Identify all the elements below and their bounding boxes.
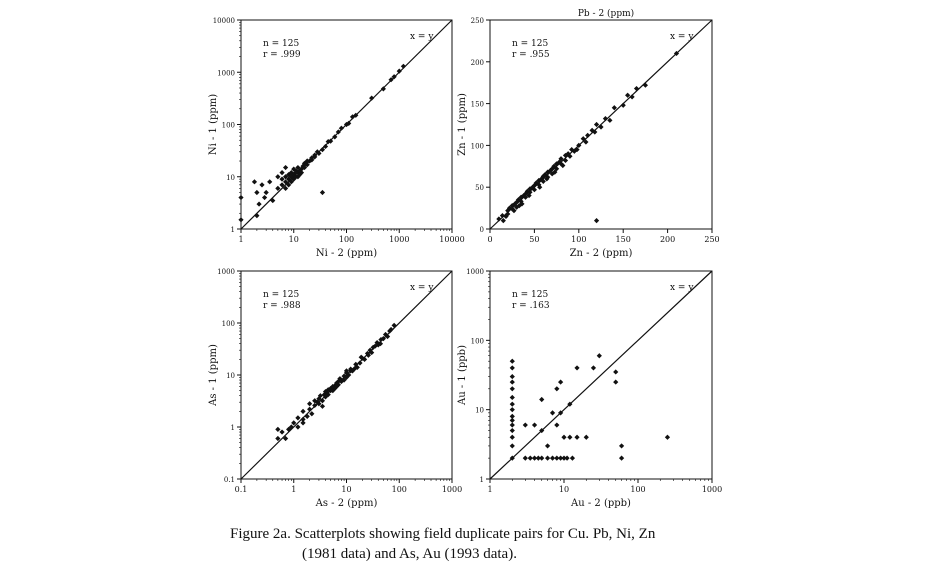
stat-text: r = .999 xyxy=(263,50,301,60)
stat-text: r = .163 xyxy=(512,301,550,311)
scatter-panel-zn xyxy=(457,8,720,259)
data-point xyxy=(295,415,300,420)
y-tick-label: 0.1 xyxy=(223,476,235,484)
data-point xyxy=(262,195,267,200)
data-point xyxy=(561,435,566,440)
data-point xyxy=(279,170,284,175)
data-point xyxy=(598,124,603,129)
y-axis-label: Au - 1 (ppb) xyxy=(457,345,468,405)
y-tick-label: 0 xyxy=(479,226,484,234)
stat-text: n = 125 xyxy=(263,290,300,300)
caption-line-1: Figure 2a. Scatterplots showing field duplicate pairs for Cu. Pb, Ni, Zn xyxy=(230,526,656,542)
x-tick-label: 200 xyxy=(659,235,676,244)
y-tick-label: 1000 xyxy=(217,268,235,276)
x-tick-label: 150 xyxy=(615,235,631,244)
data-point xyxy=(613,369,618,374)
data-point xyxy=(320,190,325,195)
data-point xyxy=(567,435,572,440)
data-point xyxy=(591,365,596,370)
y-tick-label: 1000 xyxy=(466,268,484,276)
data-point xyxy=(550,410,555,415)
y-tick-label: 150 xyxy=(470,100,484,109)
x-axis-label: As - 2 (ppm) xyxy=(315,498,378,509)
stat-text: r = .988 xyxy=(263,301,301,311)
y-tick-label: 100 xyxy=(470,142,484,151)
y-tick-label: 1 xyxy=(479,476,484,484)
figure-caption xyxy=(230,524,750,564)
x-tick-label: 250 xyxy=(704,235,720,244)
data-point xyxy=(369,96,374,101)
data-point xyxy=(275,174,280,179)
identity-label: x = y xyxy=(670,32,694,42)
scatter-panel-ni xyxy=(208,17,465,259)
data-point xyxy=(283,165,288,170)
data-point xyxy=(510,395,515,400)
data-point xyxy=(539,397,544,402)
data-point xyxy=(585,133,590,138)
data-point xyxy=(554,422,559,427)
data-point xyxy=(545,443,550,448)
x-axis-label: Au - 2 (ppb) xyxy=(571,498,631,509)
identity-label: x = y xyxy=(410,32,434,42)
caption-line-2: (1981 data) and As, Au (1993 data). xyxy=(302,546,517,562)
data-point xyxy=(275,427,280,432)
x-tick-label: 10 xyxy=(558,485,570,494)
data-point xyxy=(320,147,325,152)
data-point xyxy=(305,414,310,419)
y-tick-label: 50 xyxy=(475,184,484,193)
y-tick-label: 10000 xyxy=(212,17,235,25)
y-tick-label: 1000 xyxy=(217,69,235,78)
data-point xyxy=(510,443,515,448)
data-point xyxy=(300,420,305,425)
data-point xyxy=(259,182,264,187)
data-point xyxy=(564,456,569,461)
data-point xyxy=(254,213,259,218)
x-tick-label: 100 xyxy=(630,485,646,494)
x-tick-label: 10 xyxy=(288,235,299,244)
data-point xyxy=(401,64,406,69)
data-point xyxy=(357,360,362,365)
stat-text: r = .955 xyxy=(512,50,550,60)
scatter-panel-au xyxy=(457,268,722,509)
data-point xyxy=(510,365,515,370)
data-point xyxy=(323,144,328,149)
data-point xyxy=(510,379,515,384)
data-point xyxy=(643,83,648,88)
data-point xyxy=(570,456,575,461)
y-tick-label: 250 xyxy=(470,17,484,25)
data-point xyxy=(397,69,402,74)
data-point xyxy=(619,443,624,448)
data-point xyxy=(613,379,618,384)
y-axis-label: Ni - 1 (ppm) xyxy=(208,93,219,156)
x-axis-label: Ni - 2 (ppm) xyxy=(315,248,378,259)
data-point xyxy=(256,201,261,206)
data-point xyxy=(238,217,243,222)
data-point xyxy=(558,379,563,384)
x-tick-label: 1000 xyxy=(701,485,723,494)
data-point xyxy=(264,190,269,195)
identity-label: x = y xyxy=(670,283,694,293)
y-tick-label: 100 xyxy=(470,337,484,346)
x-tick-label: 50 xyxy=(529,235,540,244)
data-point xyxy=(307,401,312,406)
x-tick-label: 1000 xyxy=(389,235,410,244)
data-point xyxy=(665,435,670,440)
data-point xyxy=(539,456,544,461)
x-tick-label: 100 xyxy=(571,235,587,244)
stat-text: n = 125 xyxy=(512,39,549,49)
x-tick-label: 100 xyxy=(338,235,355,244)
y-tick-label: 10 xyxy=(226,372,235,380)
y-tick-label: 10 xyxy=(226,173,235,182)
y-axis-label: As - 1 (ppm) xyxy=(208,344,219,406)
data-point xyxy=(554,386,559,391)
data-point xyxy=(510,402,515,407)
data-point xyxy=(594,218,599,223)
data-point xyxy=(574,365,579,370)
data-point xyxy=(510,386,515,391)
data-point xyxy=(510,359,515,364)
x-tick-label: 1 xyxy=(238,235,244,244)
data-point xyxy=(563,158,568,163)
data-point xyxy=(279,429,284,434)
data-point xyxy=(510,407,515,412)
data-point xyxy=(584,435,589,440)
y-axis-label: Zn - 1 (ppm) xyxy=(457,93,468,156)
data-point xyxy=(392,323,397,328)
data-point xyxy=(300,409,305,414)
data-point xyxy=(496,216,501,221)
data-point xyxy=(574,435,579,440)
x-tick-label: 1 xyxy=(487,485,493,494)
data-point xyxy=(510,435,515,440)
data-point xyxy=(619,456,624,461)
data-point xyxy=(510,418,515,423)
identity-label: x = y xyxy=(410,283,434,293)
y-tick-label: 100 xyxy=(221,320,235,328)
data-point xyxy=(545,456,550,461)
data-point xyxy=(307,407,312,412)
stat-text: n = 125 xyxy=(512,290,549,300)
data-point xyxy=(510,422,515,427)
y-tick-label: 1 xyxy=(230,424,235,432)
data-point xyxy=(603,116,608,121)
x-tick-label: 10000 xyxy=(439,235,465,244)
data-point xyxy=(629,94,634,99)
x-tick-label: 10 xyxy=(341,485,352,494)
data-point xyxy=(634,86,639,91)
data-point xyxy=(267,179,272,184)
data-point xyxy=(238,195,243,200)
x-tick-label: 1000 xyxy=(441,485,463,494)
x-axis-label: Zn - 2 (ppm) xyxy=(569,248,633,259)
data-point xyxy=(309,411,314,416)
data-point xyxy=(523,456,528,461)
scatter-panel-as xyxy=(208,268,462,509)
panel-title: Pb - 2 (ppm) xyxy=(577,9,635,19)
data-point xyxy=(510,428,515,433)
data-point xyxy=(532,422,537,427)
x-tick-label: 100 xyxy=(391,485,407,494)
y-tick-label: 100 xyxy=(221,121,235,130)
data-point xyxy=(254,190,259,195)
y-tick-label: 200 xyxy=(470,58,484,67)
x-tick-label: 1 xyxy=(291,485,297,494)
x-tick-label: 0 xyxy=(487,235,493,244)
stat-text: n = 125 xyxy=(263,39,300,49)
data-point xyxy=(252,179,257,184)
y-tick-label: 10 xyxy=(475,406,484,415)
data-point xyxy=(510,374,515,379)
data-point xyxy=(381,86,386,91)
data-point xyxy=(621,103,626,108)
x-tick-label: 0.1 xyxy=(234,485,248,494)
data-point xyxy=(523,422,528,427)
data-point xyxy=(597,353,602,358)
data-point xyxy=(339,126,344,131)
y-tick-label: 1 xyxy=(230,226,235,234)
